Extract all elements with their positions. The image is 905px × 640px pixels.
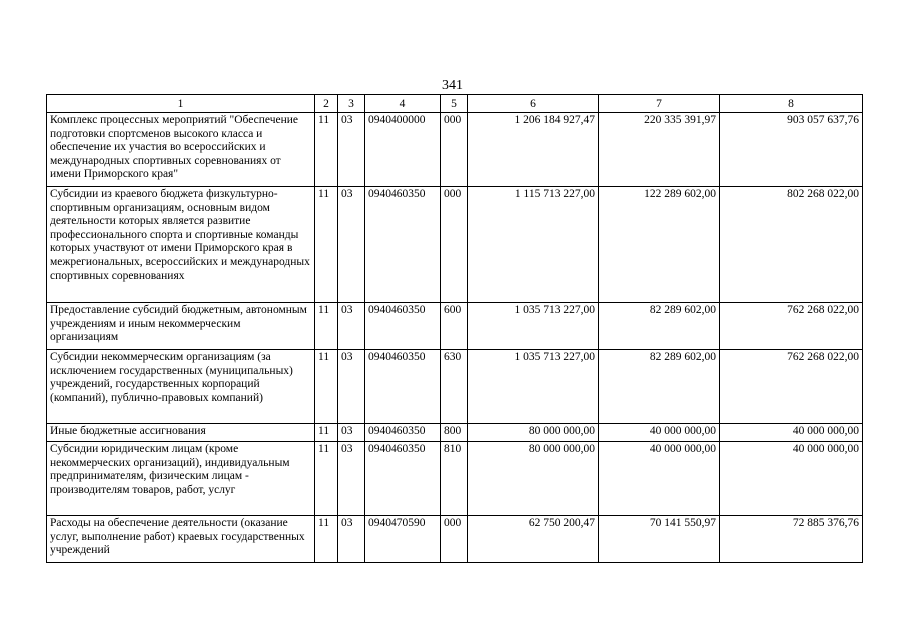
table-row xyxy=(47,303,863,350)
target-article-code: 0940470590 xyxy=(365,516,441,563)
expense-type-code: 000 xyxy=(441,187,468,303)
expense-type-code: 630 xyxy=(441,350,468,424)
expense-type-code: 000 xyxy=(441,113,468,187)
row-name: Расходы на обеспечение деятельности (оказание услуг, выполнение работ) краевых государственных учреждений xyxy=(47,516,315,563)
column-header-6: 6 xyxy=(468,95,599,113)
table-row xyxy=(47,187,863,303)
column-header-4: 4 xyxy=(365,95,441,113)
column-header-7: 7 xyxy=(599,95,720,113)
column-header-5: 5 xyxy=(441,95,468,113)
subsection-code: 03 xyxy=(338,350,365,424)
amount-col-6: 1 035 713 227,00 xyxy=(468,350,599,424)
expense-type-code: 810 xyxy=(441,442,468,516)
row-name: Комплекс процессных мероприятий "Обеспечение подготовки спортсменов высокого класса и обеспечение их участия во всероссийских и международных спортивных соревнованиях от имени Приморского края" xyxy=(47,113,315,187)
section-code: 11 xyxy=(315,350,338,424)
amount-col-7: 70 141 550,97 xyxy=(599,516,720,563)
section-code: 11 xyxy=(315,442,338,516)
amount-col-7: 40 000 000,00 xyxy=(599,442,720,516)
table-row xyxy=(47,442,863,516)
amount-col-6: 1 035 713 227,00 xyxy=(468,303,599,350)
table-row xyxy=(47,516,863,563)
expense-type-code: 600 xyxy=(441,303,468,350)
amount-col-8: 40 000 000,00 xyxy=(720,442,863,516)
amount-col-6: 80 000 000,00 xyxy=(468,424,599,442)
section-code: 11 xyxy=(315,303,338,350)
amount-col-7: 82 289 602,00 xyxy=(599,303,720,350)
target-article-code: 0940400000 xyxy=(365,113,441,187)
subsection-code: 03 xyxy=(338,424,365,442)
header-row xyxy=(47,95,863,113)
column-header-3: 3 xyxy=(338,95,365,113)
amount-col-8: 762 268 022,00 xyxy=(720,350,863,424)
row-name: Субсидии юридическим лицам (кроме некоммерческих организаций), индивидуальным предпринимателям, физическим лицам - производителям товаров, работ, услуг xyxy=(47,442,315,516)
row-name: Иные бюджетные ассигнования xyxy=(47,424,315,442)
section-code: 11 xyxy=(315,424,338,442)
table-row xyxy=(47,424,863,442)
target-article-code: 0940460350 xyxy=(365,350,441,424)
amount-col-6: 80 000 000,00 xyxy=(468,442,599,516)
budget-table xyxy=(46,94,863,563)
amount-col-8: 903 057 637,76 xyxy=(720,113,863,187)
subsection-code: 03 xyxy=(338,442,365,516)
subsection-code: 03 xyxy=(338,516,365,563)
subsection-code: 03 xyxy=(338,303,365,350)
subsection-code: 03 xyxy=(338,113,365,187)
row-name: Субсидии из краевого бюджета физкультурно-спортивным организациям, основным видом деятельности которых является развитие профессионального спорта и спортивные команды которых участвуют от имени Приморского края в межрегиональных, всероссийских и международных спортивных соревнованиях xyxy=(47,187,315,303)
amount-col-8: 762 268 022,00 xyxy=(720,303,863,350)
amount-col-8: 40 000 000,00 xyxy=(720,424,863,442)
amount-col-6: 1 115 713 227,00 xyxy=(468,187,599,303)
amount-col-7: 40 000 000,00 xyxy=(599,424,720,442)
target-article-code: 0940460350 xyxy=(365,187,441,303)
section-code: 11 xyxy=(315,113,338,187)
amount-col-8: 802 268 022,00 xyxy=(720,187,863,303)
expense-type-code: 800 xyxy=(441,424,468,442)
amount-col-8: 72 885 376,76 xyxy=(720,516,863,563)
expense-type-code: 000 xyxy=(441,516,468,563)
column-header-2: 2 xyxy=(315,95,338,113)
amount-col-7: 220 335 391,97 xyxy=(599,113,720,187)
section-code: 11 xyxy=(315,187,338,303)
target-article-code: 0940460350 xyxy=(365,303,441,350)
table-row xyxy=(47,113,863,187)
amount-col-6: 1 206 184 927,47 xyxy=(468,113,599,187)
table-row xyxy=(47,350,863,424)
amount-col-6: 62 750 200,47 xyxy=(468,516,599,563)
column-header-1: 1 xyxy=(47,95,315,113)
subsection-code: 03 xyxy=(338,187,365,303)
amount-col-7: 122 289 602,00 xyxy=(599,187,720,303)
page-number: 341 xyxy=(442,78,463,93)
row-name: Предоставление субсидий бюджетным, автономным учреждениям и иным некоммерческим организациям xyxy=(47,303,315,350)
target-article-code: 0940460350 xyxy=(365,424,441,442)
amount-col-7: 82 289 602,00 xyxy=(599,350,720,424)
row-name: Субсидии некоммерческим организациям (за исключением государственных (муниципальных) учреждений, государственных корпораций (компаний), публично-правовых компаний) xyxy=(47,350,315,424)
target-article-code: 0940460350 xyxy=(365,442,441,516)
column-header-8: 8 xyxy=(720,95,863,113)
section-code: 11 xyxy=(315,516,338,563)
